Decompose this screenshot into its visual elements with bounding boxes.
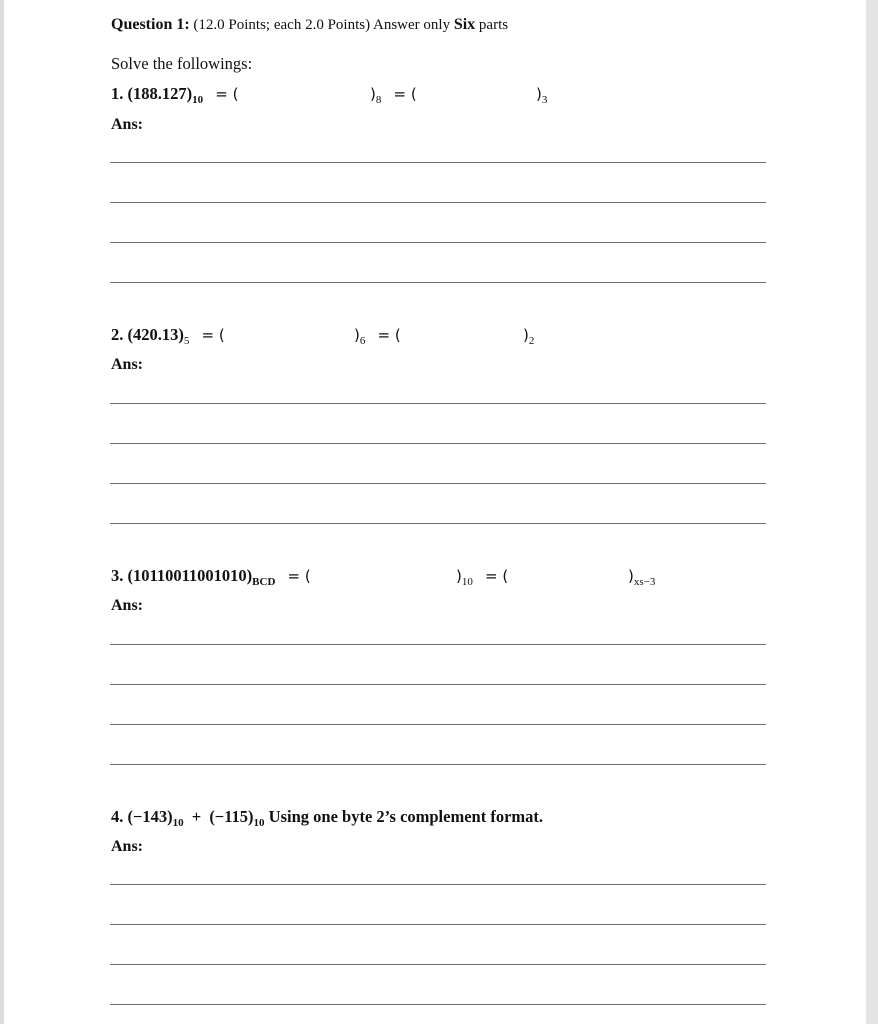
q4-answer-line[interactable] xyxy=(110,964,766,965)
q4-expression xyxy=(111,807,543,827)
q1-answer-line[interactable] xyxy=(110,282,766,283)
q2-conversion-1 xyxy=(354,325,401,345)
q1-equals-open-2: = ( xyxy=(393,85,417,103)
points-text: (12.0 Points; each 2.0 Points) Answer only xyxy=(193,17,451,33)
q1-base-1: 8 xyxy=(375,94,382,106)
q4-number: 4. xyxy=(111,807,124,826)
six-text: Six xyxy=(453,16,476,33)
q1-close-2: ) xyxy=(536,85,542,103)
q1-base-2: 3 xyxy=(541,94,548,106)
q2-answer-line[interactable] xyxy=(110,523,766,524)
q3-equals-open-2: = ( xyxy=(484,567,509,585)
q2-conversion-2 xyxy=(523,325,534,345)
q2-number: 2. xyxy=(111,325,124,344)
q3-close-1: ) xyxy=(456,567,462,585)
parts-text: parts xyxy=(478,17,509,33)
q3-answer-line[interactable] xyxy=(110,764,766,765)
q3-number: 3. xyxy=(111,566,124,585)
intro-text: Solve the followings: xyxy=(111,54,253,73)
q4-instruction: Using one byte 2’s complement format. xyxy=(268,807,544,826)
q2-value: (420.13) xyxy=(127,325,184,344)
q2-base-1: 6 xyxy=(359,335,366,347)
q1-answer-label: Ans: xyxy=(111,116,144,133)
question-header xyxy=(111,16,508,34)
q3-equals-open: = ( xyxy=(287,567,311,585)
q3-answer-line[interactable] xyxy=(110,684,766,685)
q3-base-1: 10 xyxy=(461,576,473,588)
q4-answer-label: Ans: xyxy=(111,838,144,855)
q4-answer-line[interactable] xyxy=(110,1004,766,1005)
q2-answer-line[interactable] xyxy=(110,483,766,484)
q4-value-2: (−115) xyxy=(209,807,254,826)
q3-base-in: BCD xyxy=(252,576,276,588)
q4-value-1: (−143) xyxy=(127,807,173,826)
q1-equals-open: = ( xyxy=(215,85,239,103)
q3-expression xyxy=(111,566,311,586)
q4-answer-line[interactable] xyxy=(110,884,766,885)
q1-expression xyxy=(111,84,238,104)
q2-base-in: 5 xyxy=(183,335,190,347)
q3-base-2: xs−3 xyxy=(633,576,656,588)
q3-answer-line[interactable] xyxy=(110,724,766,725)
q1-base-in: 10 xyxy=(192,94,204,106)
q1-answer-line[interactable] xyxy=(110,202,766,203)
question-label: Question 1: xyxy=(111,16,190,33)
q1-close-1: ) xyxy=(370,85,376,103)
q3-value: (10110011001010) xyxy=(127,566,253,585)
q2-equals-open-2: = ( xyxy=(377,326,401,344)
q1-answer-line[interactable] xyxy=(110,242,766,243)
q3-answer-label: Ans: xyxy=(111,597,144,614)
q2-answer-line[interactable] xyxy=(110,443,766,444)
q2-answer-label: Ans: xyxy=(111,356,144,373)
q3-answer-line[interactable] xyxy=(110,644,766,645)
q4-base-1: 10 xyxy=(172,817,184,829)
q1-number: 1. xyxy=(111,84,124,103)
q2-expression xyxy=(111,325,225,345)
q2-equals-open: = ( xyxy=(201,326,225,344)
q2-answer-line[interactable] xyxy=(110,403,766,404)
q3-conversion-2 xyxy=(628,566,655,586)
q2-close-2: ) xyxy=(523,326,529,344)
q3-conversion-1 xyxy=(456,566,508,586)
q4-answer-line[interactable] xyxy=(110,924,766,925)
q3-close-2: ) xyxy=(628,567,634,585)
q4-plus: + xyxy=(191,807,202,826)
q1-answer-line[interactable] xyxy=(110,162,766,163)
q1-conversion-2 xyxy=(536,84,547,104)
q2-base-2: 2 xyxy=(528,335,535,347)
q2-close-1: ) xyxy=(354,326,360,344)
q1-conversion-1 xyxy=(370,84,417,104)
q1-value: (188.127) xyxy=(127,84,193,103)
q4-base-2: 10 xyxy=(253,817,265,829)
